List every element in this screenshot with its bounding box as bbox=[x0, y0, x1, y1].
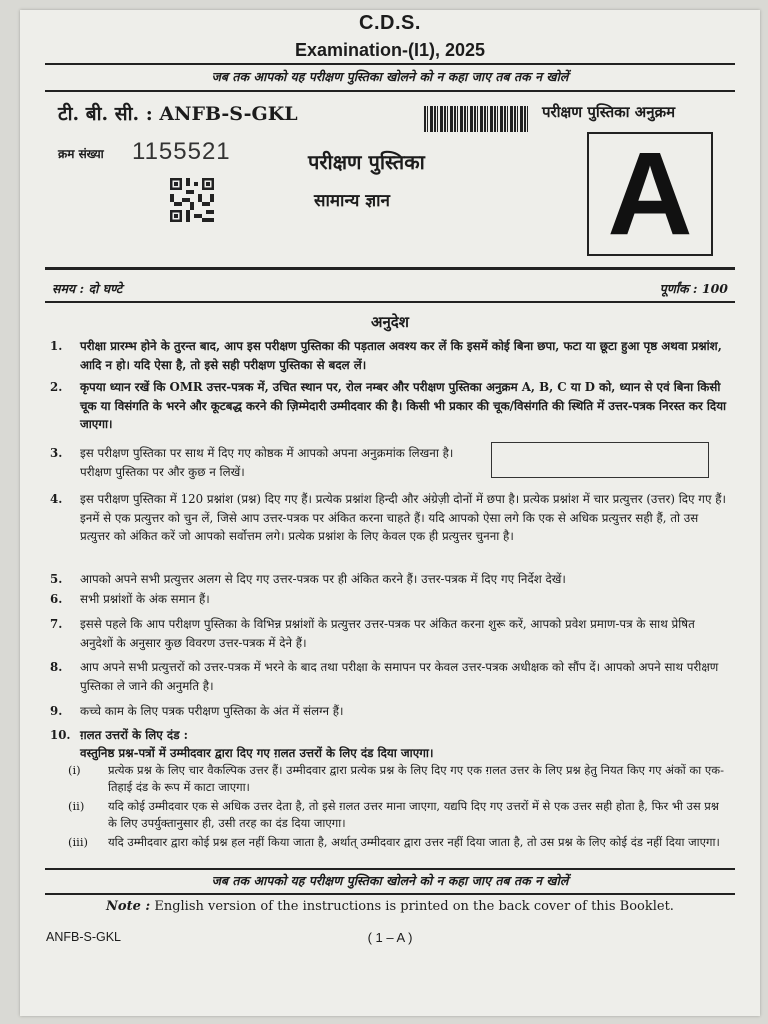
series-box bbox=[587, 128, 713, 260]
exam-name: Examination-(I1), 2025 bbox=[294, 40, 486, 60]
booklet-title: परीक्षण पुस्तिका bbox=[308, 150, 425, 174]
divider bbox=[45, 893, 735, 895]
divider bbox=[45, 90, 735, 92]
page-number: ( 1 – A ) bbox=[367, 930, 413, 945]
instruction-item: 1. परीक्षा प्रारम्भ होने के तुरन्त बाद, आप इस परीक्षण पुस्तिका की पड़ताल अवश्य कर लें कि इसमें कोई बिना छपा, फटा या छूटा हुआ पृष्ठ अथवा प्रश्नांश, आदि न हो। यदि ऐसा है, तो इसे सही परीक्षण पुस्तिका से बदल लें। bbox=[50, 339, 722, 372]
divider bbox=[45, 63, 735, 65]
instruction-item: 5. आपको अपने सभी प्रत्युत्तर अलग से दिए गए उत्तर-पत्रक पर ही अंकित करने हैं। उत्तर-पत्रक में दिए गए निर्देश देखें। bbox=[50, 572, 566, 586]
footer-code: ANFB-S-GKL bbox=[46, 930, 122, 944]
note-text: English version of the instructions is printed on the back cover of this Booklet. bbox=[154, 899, 674, 914]
booklet-series-label: परीक्षण पुस्तिका अनुक्रम bbox=[542, 103, 676, 121]
instruction-item: 6. सभी प्रश्नांशों के अंक समान हैं। bbox=[50, 592, 210, 606]
instruction-item: 2. कृपया ध्यान रखें कि OMR उत्तर-पत्रक में, उचित स्थान पर, रोल नम्बर और परीक्षण पुस्तिका अनुक्रम A, B, C या D को, ध्यान से एवं बिना किसी चूक या विसंगति के भरने और कूटबद्ध करने की ज़िम्मेदारी उम्मीदवार की है। किसी भी प्रकार की चूक/विसंगति की स्थिति में उत्तर-पत्रक निरस्त कर दिया जाएगा। bbox=[50, 380, 727, 431]
instructions-heading: अनुदेश bbox=[371, 313, 409, 331]
penalty-item: (i) प्रत्येक प्रश्न के लिए चार वैकल्पिक उत्तर हैं। उम्मीदवार द्वारा प्रत्येक प्रश्न के लिए दिए गए एक ग़लत उत्तर के लिए प्रश्न हेतु नियत किए गए अंकों का एक-तिहाई दंड के रूप में काटा जाएगा। bbox=[68, 763, 724, 794]
instruction-item: 3. इस परीक्षण पुस्तिका पर साथ में दिए गए कोष्ठक में आपको अपना अनुक्रमांक लिखना है। परीक्षण पुस्तिका पर और कुछ न लिखें। bbox=[50, 446, 454, 479]
series-letter: A bbox=[607, 128, 693, 260]
roll-number-box[interactable] bbox=[491, 442, 709, 478]
time-allowed: समय : दो घण्टे bbox=[52, 281, 123, 296]
instruction-item: 8. आप अपने सभी प्रत्युत्तरों को उत्तर-पत्रक में भरने के बाद तथा परीक्षा के समापन पर केवल उत्तर-पत्रक अधीक्षक को सौंप दें। आपको अपने साथ परीक्षण पुस्तिका ले जाने की अनुमति है। bbox=[50, 660, 719, 693]
do-not-open-warning-bottom: जब तक आपको यह परीक्षण पुस्तिका खोलने को न कहा जाए तब तक न खोलें bbox=[211, 873, 569, 888]
penalty-item: (iii) यदि उम्मीदवार द्वारा कोई प्रश्न हल नहीं किया जाता है, अर्थात् उम्मीदवार द्वारा उत्तर नहीं दिया जाता है, तो उस प्रश्न के लिए कोई दंड नहीं दिया जाएगा। bbox=[68, 835, 720, 849]
serial-label: क्रम संख्या bbox=[58, 147, 104, 161]
divider bbox=[45, 868, 735, 870]
question-booklet-cover bbox=[20, 10, 760, 1016]
tbc-code: टी. बी. सी. : ANFB-S-GKL bbox=[58, 103, 298, 125]
penalty-item: (ii) यदि कोई उम्मीदवार एक से अधिक उत्तर देता है, तो इसे ग़लत उत्तर माना जाएगा, यद्यपि दिए गए उत्तरों में से एक उत्तर सही होता है, फिर भी उस प्रश्न के लिए उपर्युक्तानुसार ही, उसी तरह का दंड दिया जाएगा। bbox=[68, 799, 719, 830]
maximum-marks: पूर्णांक : 100 bbox=[659, 281, 728, 296]
booklet-subject: सामान्य ज्ञान bbox=[314, 191, 390, 211]
divider bbox=[45, 267, 735, 270]
serial-number: 1155521 bbox=[132, 138, 231, 165]
instruction-item: 4. इस परीक्षण पुस्तिका में 120 प्रश्नांश (प्रश्न) दिए गए हैं। प्रत्येक प्रश्नांश हिन्दी और अंग्रेज़ी दोनों में छपा है। प्रत्येक प्रश्नांश में चार प्रत्युत्तर (उत्तर) दिए गए हैं। इनमें से एक प्रत्युत्तर को चुन लें, जिसे आप उत्तर-पत्रक पर अंकित करना चाहते हैं। यदि आपको ऐसा लगे कि एक से अधिक प्रत्युत्तर सही हैं, तो उस प्रत्युत्तर को अंकित करें जो आपको सर्वोत्तम लगे। प्रत्येक प्रश्नांश के लिए केवल एक ही प्रत्युत्तर चुनना है। bbox=[50, 492, 726, 543]
instruction-item: 7. इससे पहले कि आप परीक्षण पुस्तिका के विभिन्न प्रश्नांशों के प्रत्युत्तर उत्तर-पत्रक पर अंकित करना शुरू करें, आपको प्रवेश प्रमाण-पत्र के साथ प्रेषित अनुदेशों के अनुसार कुछ विवरण उत्तर-पत्रक में देने हैं। bbox=[50, 617, 695, 650]
note-label: Note : bbox=[106, 899, 151, 914]
barcode-icon bbox=[424, 106, 528, 132]
exam-title: C.D.S. bbox=[359, 12, 421, 34]
qr-code-icon bbox=[170, 178, 214, 222]
penalty-intro: वस्तुनिष्ठ प्रश्न-पत्रों में उम्मीदवार द्वारा दिए गए ग़लत उत्तरों के लिए दंड दिया जाएगा। bbox=[80, 746, 434, 760]
english-note bbox=[20, 899, 760, 914]
instruction-item: 10. ग़लत उत्तरों के लिए दंड : bbox=[50, 728, 188, 742]
divider bbox=[45, 301, 735, 303]
do-not-open-warning-top: जब तक आपको यह परीक्षण पुस्तिका खोलने को न कहा जाए तब तक न खोलें bbox=[211, 69, 569, 84]
instruction-item: 9. कच्चे काम के लिए पत्रक परीक्षण पुस्तिका के अंत में संलग्न हैं। bbox=[50, 704, 344, 718]
